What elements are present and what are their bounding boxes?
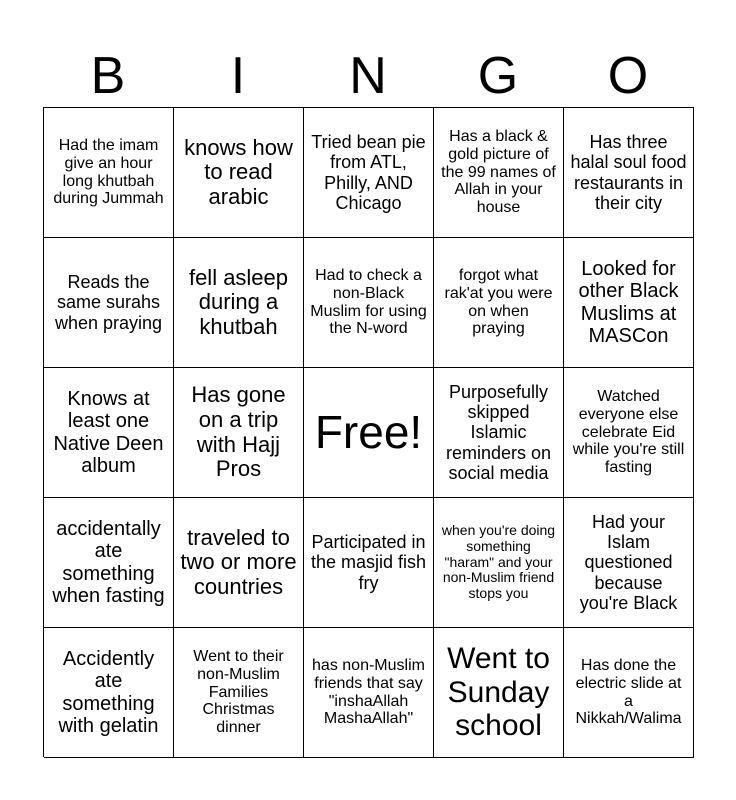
bingo-cell-text: Knows at least one Native Deen album	[53, 387, 164, 477]
bingo-cell-text: Has three halal soul food restaurants in their city	[570, 132, 687, 213]
bingo-cell-r1-c2[interactable]	[304, 238, 434, 368]
header-letter-o: O	[607, 47, 649, 105]
bingo-cell-text: knows how to read arabic	[184, 134, 293, 209]
bingo-header	[43, 48, 693, 104]
bingo-cell-text: Reads the same surahs when praying	[54, 272, 163, 333]
bingo-cell-r3-c3[interactable]	[434, 498, 564, 628]
bingo-cell-r3-c0[interactable]	[44, 498, 174, 628]
bingo-cell-r4-c4[interactable]	[564, 628, 694, 758]
bingo-cell-r3-c1[interactable]	[174, 498, 304, 628]
bingo-cell-free-space[interactable]	[304, 368, 434, 498]
header-letter-g: G	[477, 47, 519, 105]
bingo-cell-text: accidentally ate something when fasting	[52, 517, 165, 607]
bingo-cell-r3-c4[interactable]	[564, 498, 694, 628]
bingo-cell-r4-c3[interactable]	[434, 628, 564, 758]
bingo-cell-r4-c2[interactable]	[304, 628, 434, 758]
bingo-cell-text: when you're doing something "haram" and your non-Muslim friend stops you	[441, 522, 556, 601]
header-letter-n: N	[349, 47, 387, 105]
bingo-cell-text: Watched everyone else celebrate Eid while you're still fasting	[572, 387, 685, 477]
bingo-cell-text: Accidently ate something with gelatin	[58, 647, 159, 737]
bingo-card-grid	[43, 107, 694, 757]
bingo-cell-r0-c1[interactable]	[174, 108, 304, 238]
bingo-cell-text: fell asleep during a khutbah	[188, 264, 289, 339]
bingo-cell-text: Has a black & gold picture of the 99 names of Allah in your house	[441, 127, 556, 217]
bingo-cell-r2-c3[interactable]	[434, 368, 564, 498]
bingo-cell-r0-c2[interactable]	[304, 108, 434, 238]
bingo-cell-r4-c1[interactable]	[174, 628, 304, 758]
bingo-cell-r1-c4[interactable]	[564, 238, 694, 368]
bingo-cell-r2-c4[interactable]	[564, 368, 694, 498]
bingo-cell-r4-c0[interactable]	[44, 628, 174, 758]
bingo-cell-text: traveled to two or more countries	[180, 524, 297, 599]
header-letter-b: B	[90, 47, 126, 105]
bingo-cell-r2-c1[interactable]	[174, 368, 304, 498]
bingo-cell-r1-c1[interactable]	[174, 238, 304, 368]
bingo-cell-text: Tried bean pie from ATL, Philly, AND Chicago	[311, 132, 426, 213]
bingo-cell-text: has non-Muslim friends that say "inshaAllah MashaAllah"	[312, 656, 425, 728]
bingo-cell-r0-c3[interactable]	[434, 108, 564, 238]
bingo-cell-r1-c3[interactable]	[434, 238, 564, 368]
bingo-cell-text: Participated in the masjid fish fry	[310, 532, 427, 593]
bingo-cell-text: Looked for other Black Muslims at MASCon	[578, 257, 679, 347]
bingo-cell-r3-c2[interactable]	[304, 498, 434, 628]
bingo-cell-r2-c0[interactable]	[44, 368, 174, 498]
bingo-cell-text: Purposefully skipped Islamic reminders on social media	[445, 382, 552, 483]
bingo-cell-r1-c0[interactable]	[44, 238, 174, 368]
bingo-cell-text: Free!	[314, 405, 423, 458]
bingo-cell-r0-c4[interactable]	[564, 108, 694, 238]
bingo-cell-text: Had your Islam questioned because you're Black	[579, 512, 678, 613]
bingo-cell-text: Went to Sunday school	[447, 642, 550, 743]
bingo-cell-text: Has gone on a trip with Hajj Pros	[191, 382, 286, 482]
bingo-cell-text: Had to check a non-Black Muslim for using the N-word	[310, 266, 427, 338]
bingo-cell-text: forgot what rak'at you were on when praying	[444, 266, 553, 338]
bingo-cell-text: Went to their non-Muslim Families Christmas dinner	[193, 647, 284, 737]
bingo-cell-text: Had the imam give an hour long khutbah during Jummah	[53, 136, 164, 208]
bingo-cell-r0-c0[interactable]	[44, 108, 174, 238]
bingo-cell-text: Has done the electric slide at a Nikkah/Walima	[575, 656, 682, 728]
header-letter-i: I	[230, 47, 246, 105]
